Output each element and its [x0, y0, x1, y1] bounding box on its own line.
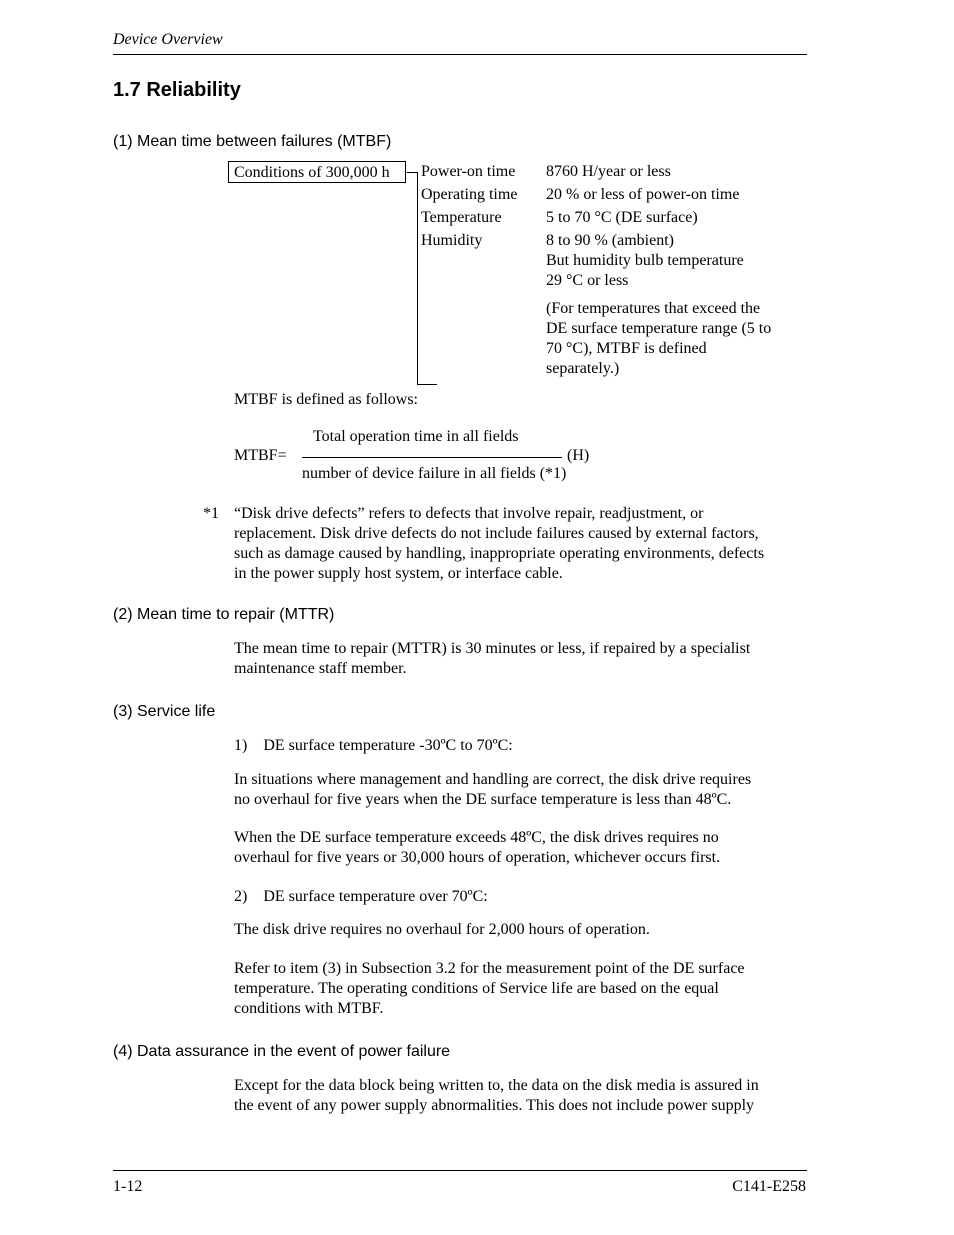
service-life-item-2: 2) DE surface temperature over 70ºC:	[234, 888, 488, 905]
mttr-line: The mean time to repair (MTTR) is 30 minutes or less, if repaired by a specialist	[234, 640, 751, 657]
document-code: C141-E258	[732, 1178, 806, 1195]
brace-connector	[407, 172, 417, 173]
service-life-item-1: 1) DE surface temperature -30ºC to 70ºC:	[234, 737, 513, 754]
condition-label-operating: Operating time	[421, 186, 518, 203]
condition-value-humidity: 8 to 90 % (ambient)	[546, 232, 674, 249]
brace-line	[417, 172, 418, 385]
brace-end	[417, 384, 437, 385]
footnote-line: such as damage caused by handling, inappropriate operating environments, defects	[234, 545, 765, 562]
formula-unit: (H)	[567, 447, 590, 464]
service-life-paragraph-3: The disk drive requires no overhaul for 2,000 hours of operation.	[234, 921, 650, 938]
temperature-note-line: 70 °C), MTBF is defined	[546, 340, 707, 357]
formula-numerator: Total operation time in all fields	[313, 428, 519, 445]
service-life-paragraph-2: When the DE surface temperature exceeds 48ºC, the disk drives requires no	[234, 829, 719, 846]
temperature-note-line: DE surface temperature range (5 to	[546, 320, 772, 337]
service-life-paragraph-4: temperature. The operating conditions of Service life are based on the equal	[234, 980, 719, 997]
service-life-paragraph-1: In situations where management and handling are correct, the disk drive requires	[234, 771, 752, 788]
service-life-paragraph-4: conditions with MTBF.	[234, 1000, 384, 1017]
running-header: Device Overview	[113, 31, 223, 48]
condition-value-power-on: 8760 H/year or less	[546, 163, 671, 180]
humidity-extra-line: 29 °C or less	[546, 272, 629, 289]
service-life-paragraph-2: overhaul for five years or 30,000 hours of operation, whichever occurs first.	[234, 849, 721, 866]
header-rule	[113, 54, 807, 55]
formula-lhs: MTBF=	[234, 447, 287, 464]
temperature-note-line: (For temperatures that exceed the	[546, 300, 761, 317]
condition-label-humidity: Humidity	[421, 232, 483, 249]
section-title: 1.7 Reliability	[113, 79, 241, 101]
condition-label-power-on: Power-on time	[421, 163, 516, 180]
condition-value-temperature: 5 to 70 °C (DE surface)	[546, 209, 698, 226]
temperature-note-line: separately.)	[546, 360, 620, 377]
condition-value-operating: 20 % or less of power-on time	[546, 186, 740, 203]
mtbf-defined-text: MTBF is defined as follows:	[234, 391, 418, 408]
service-life-paragraph-4: Refer to item (3) in Subsection 3.2 for the measurement point of the DE surface	[234, 960, 745, 977]
footnote-line: in the power supply host system, or interface cable.	[234, 565, 563, 582]
data-assurance-line: the event of any power supply abnormalities. This does not include power supply	[234, 1097, 755, 1114]
page-number: 1-12	[113, 1178, 143, 1195]
fraction-line	[302, 457, 562, 458]
data-assurance-heading: (4) Data assurance in the event of power failure	[113, 1043, 451, 1060]
footnote-line: replacement. Disk drive defects do not include failures caused by external factors,	[234, 525, 759, 542]
data-assurance-line: Except for the data block being written to, the data on the disk media is assured in	[234, 1077, 759, 1094]
service-life-paragraph-1: no overhaul for five years when the DE surface temperature is less than 48ºC.	[234, 791, 732, 808]
humidity-extra-line: But humidity bulb temperature	[546, 252, 744, 269]
footnote-line: “Disk drive defects” refers to defects that involve repair, readjustment, or	[234, 505, 704, 522]
conditions-box: Conditions of 300,000 h	[228, 161, 406, 183]
service-life-heading: (3) Service life	[113, 703, 216, 720]
formula-denominator: number of device failure in all fields (*1)	[302, 465, 567, 482]
condition-label-temperature: Temperature	[421, 209, 502, 226]
mttr-heading: (2) Mean time to repair (MTTR)	[113, 606, 335, 623]
footer-rule	[113, 1170, 807, 1171]
mttr-line: maintenance staff member.	[234, 660, 407, 677]
footnote-marker: *1	[203, 505, 219, 522]
mtbf-heading: (1) Mean time between failures (MTBF)	[113, 133, 392, 150]
